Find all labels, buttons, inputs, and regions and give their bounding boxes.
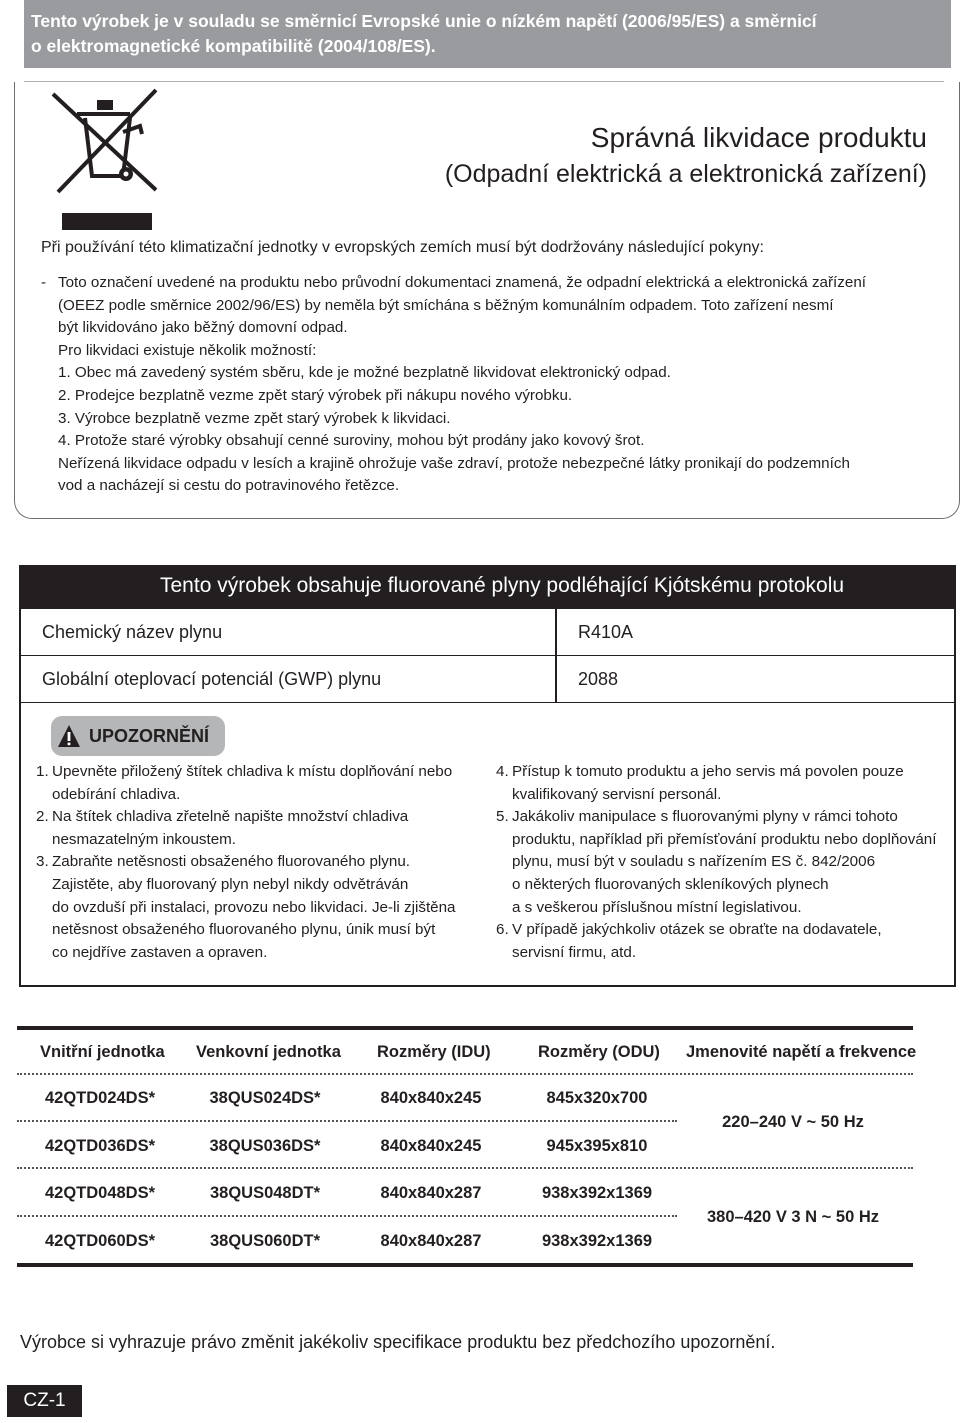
banner-line-1: Tento výrobek je v souladu se směrnicí Evropské unie o nízkém napětí (2006/95/ES) a směrnicí bbox=[31, 11, 817, 31]
table-cell: 840x840x245 bbox=[380, 1089, 482, 1107]
disposal-line: vod a nacházejí si cestu do potravinového řetězce. bbox=[58, 477, 400, 495]
banner-line-2: o elektromagnetické kompatibilitě (2004/108/ES). bbox=[31, 36, 436, 56]
disposal-intro: Při používání této klimatizační jednotky v evropských zemích musí být dodržovány následující pokyny: bbox=[41, 239, 764, 256]
dotted-divider bbox=[17, 1215, 677, 1217]
voltage-cell: 220–240 V ~ 50 Hz bbox=[722, 1113, 864, 1131]
item-line: Zajistěte, aby fluorovaný plyn nebyl nikdy odvětráván bbox=[52, 875, 409, 893]
list-item bbox=[496, 806, 946, 919]
item-line: netěsnost obsaženého fluorovaného plynu, únik musí být bbox=[52, 921, 436, 939]
cell-separator bbox=[555, 609, 557, 655]
disposal-line: Pro likvidaci existuje několik možností: bbox=[58, 341, 317, 359]
disposal-line: 2. Prodejce bezplatně vezme zpět starý výrobek při nákupu nového výrobku. bbox=[58, 386, 573, 404]
table-cell: 840x840x287 bbox=[380, 1232, 482, 1250]
directive-banner bbox=[24, 0, 951, 68]
item-line: co nejdříve zastaven a opraven. bbox=[52, 943, 268, 961]
item-number: 1. bbox=[36, 763, 49, 780]
item-number: 5. bbox=[496, 808, 509, 826]
disposal-body bbox=[41, 272, 921, 498]
gas-border-bottom bbox=[19, 985, 956, 987]
item-line: kvalifikovaný servisní personál. bbox=[512, 785, 722, 803]
gas-row-gwp bbox=[21, 656, 954, 703]
table-cell: 38QUS024DS* bbox=[209, 1089, 321, 1107]
table-cell: 840x840x287 bbox=[380, 1184, 482, 1202]
table-cell: 840x840x245 bbox=[380, 1137, 482, 1155]
item-line: Upevněte přiložený štítek chladiva k místu doplňování nebo bbox=[52, 763, 453, 780]
table-cell: 938x392x1369 bbox=[541, 1232, 653, 1250]
disposal-title: Správná likvidace produktu bbox=[590, 122, 927, 153]
gas-value: R410A bbox=[578, 622, 634, 642]
item-line: Přístup k tomuto produktu a jeho servis má povolen pouze bbox=[512, 763, 904, 780]
table-cell: 38QUS048DT* bbox=[209, 1184, 321, 1202]
list-item bbox=[36, 761, 476, 806]
gas-label: Chemický název plynu bbox=[42, 622, 223, 642]
warning-list-left bbox=[36, 761, 476, 964]
header-outdoor-unit: Venkovní jednotka bbox=[196, 1043, 341, 1061]
table-cell: 42QTD036DS* bbox=[44, 1137, 156, 1155]
disposal-line: (OEEZ podle směrnice 2002/96/ES) by neměla být smíchána s běžným komunálním odpadem. Toto zařízení nesmí bbox=[58, 296, 834, 314]
item-number: 4. bbox=[496, 763, 509, 780]
list-item bbox=[496, 761, 946, 806]
header-indoor-unit: Vnitřní jednotka bbox=[40, 1043, 165, 1061]
item-line: a s veškerou příslušnou místní legislativou. bbox=[512, 898, 802, 916]
table-cell: 42QTD060DS* bbox=[44, 1232, 156, 1250]
warning-triangle-icon bbox=[57, 724, 81, 748]
disposal-line: být likvidováno jako běžný domovní odpad. bbox=[58, 319, 348, 337]
disposal-line: 4. Protože staré výrobky obsahují cenné suroviny, mohou být prodány jako kovový šrot. bbox=[58, 432, 645, 450]
item-number: 6. bbox=[496, 921, 509, 939]
disposal-line: 3. Výrobce bezplatně vezme zpět starý výrobek k likvidaci. bbox=[58, 409, 451, 427]
table-cell: 938x392x1369 bbox=[541, 1184, 653, 1202]
dotted-divider bbox=[17, 1120, 677, 1122]
crossed-out-wheelie-bin-icon bbox=[50, 88, 160, 196]
dotted-divider bbox=[17, 1167, 913, 1169]
item-line: odebírání chladiva. bbox=[52, 785, 181, 803]
item-line: produktu, například při přemísťování produktu nebo doplňování bbox=[512, 830, 937, 848]
item-number: 3. bbox=[36, 853, 49, 871]
gas-border-right bbox=[954, 565, 956, 987]
gas-header-text: Tento výrobek obsahuje fluorované plyny podléhající Kjótskému protokolu bbox=[160, 574, 845, 597]
gas-row-chemical-name bbox=[21, 609, 954, 656]
item-line: V případě jakýchkoliv otázek se obraťte na dodavatele, bbox=[512, 921, 882, 939]
gas-value: 2088 bbox=[578, 669, 619, 689]
warning-list-right bbox=[496, 761, 946, 964]
dash-bullet: - bbox=[41, 274, 47, 291]
header-voltage-frequency: Jmenovité napětí a frekvence bbox=[686, 1043, 917, 1061]
item-line: plynu, musí být v souladu s nařízením ES č. 842/2006 bbox=[512, 853, 876, 871]
voltage-cell: 380–420 V 3 N ~ 50 Hz bbox=[707, 1208, 879, 1226]
item-line: Jakákoliv manipulace s fluorovanými plyny v rámci tohoto bbox=[512, 808, 898, 826]
table-cell: 945x395x810 bbox=[546, 1137, 648, 1155]
page-number: CZ-1 bbox=[7, 1385, 82, 1417]
table-cell: 42QTD048DS* bbox=[44, 1184, 156, 1202]
list-item bbox=[36, 806, 476, 851]
table-cell: 38QUS036DS* bbox=[209, 1137, 321, 1155]
header-odu-dimensions: Rozměry (ODU) bbox=[538, 1043, 660, 1061]
header-idu-dimensions: Rozměry (IDU) bbox=[377, 1043, 491, 1061]
gas-label: Globální oteplovací potenciál (GWP) plynu bbox=[42, 669, 382, 689]
list-item bbox=[36, 851, 476, 964]
warning-label: UPOZORNĚNÍ bbox=[89, 726, 210, 746]
item-line: Zabraňte netěsnosti obsaženého fluorovaného plynu. bbox=[52, 853, 411, 871]
disposal-line: Toto označení uvedené na produktu nebo průvodní dokumentaci znamená, že odpadní elektrická a elektronická zařízení bbox=[58, 274, 866, 291]
item-line: Na štítek chladiva zřetelně napište množství chladiva bbox=[52, 808, 409, 826]
cell-separator bbox=[555, 656, 557, 702]
bin-underline-bar bbox=[62, 213, 152, 230]
gas-section-header bbox=[19, 565, 956, 609]
footer-note: Výrobce si vyhrazuje právo změnit jakékoliv specifikace produktu bez předchozího upozornění. bbox=[20, 1332, 776, 1352]
spec-table-top-rule bbox=[17, 1026, 913, 1030]
table-cell: 42QTD024DS* bbox=[44, 1089, 156, 1107]
item-line: do ovzduší při instalaci, provozu nebo likvidaci. Je-li zjištěna bbox=[52, 898, 456, 916]
table-cell: 845x320x700 bbox=[546, 1089, 648, 1107]
spec-table-bottom-rule bbox=[17, 1263, 913, 1267]
dotted-divider bbox=[17, 1073, 913, 1075]
disposal-line: 1. Obec má zavedený systém sběru, kde je možné bezplatně likvidovat elektronický odpad. bbox=[58, 364, 671, 382]
disposal-subtitle: (Odpadní elektrická a elektronická zařízení) bbox=[444, 160, 927, 188]
item-line: servisní firmu, atd. bbox=[512, 943, 637, 961]
disposal-line: Neřízená likvidace odpadu v lesích a krajině ohrožuje vaše zdraví, protože nebezpečné látky pronikají do podzemních bbox=[58, 454, 850, 472]
item-number: 2. bbox=[36, 808, 49, 826]
list-item bbox=[496, 919, 946, 964]
item-line: o některých fluorovaných skleníkových plynech bbox=[512, 875, 829, 893]
item-line: nesmazatelným inkoustem. bbox=[52, 830, 237, 848]
table-cell: 38QUS060DT* bbox=[209, 1232, 321, 1250]
